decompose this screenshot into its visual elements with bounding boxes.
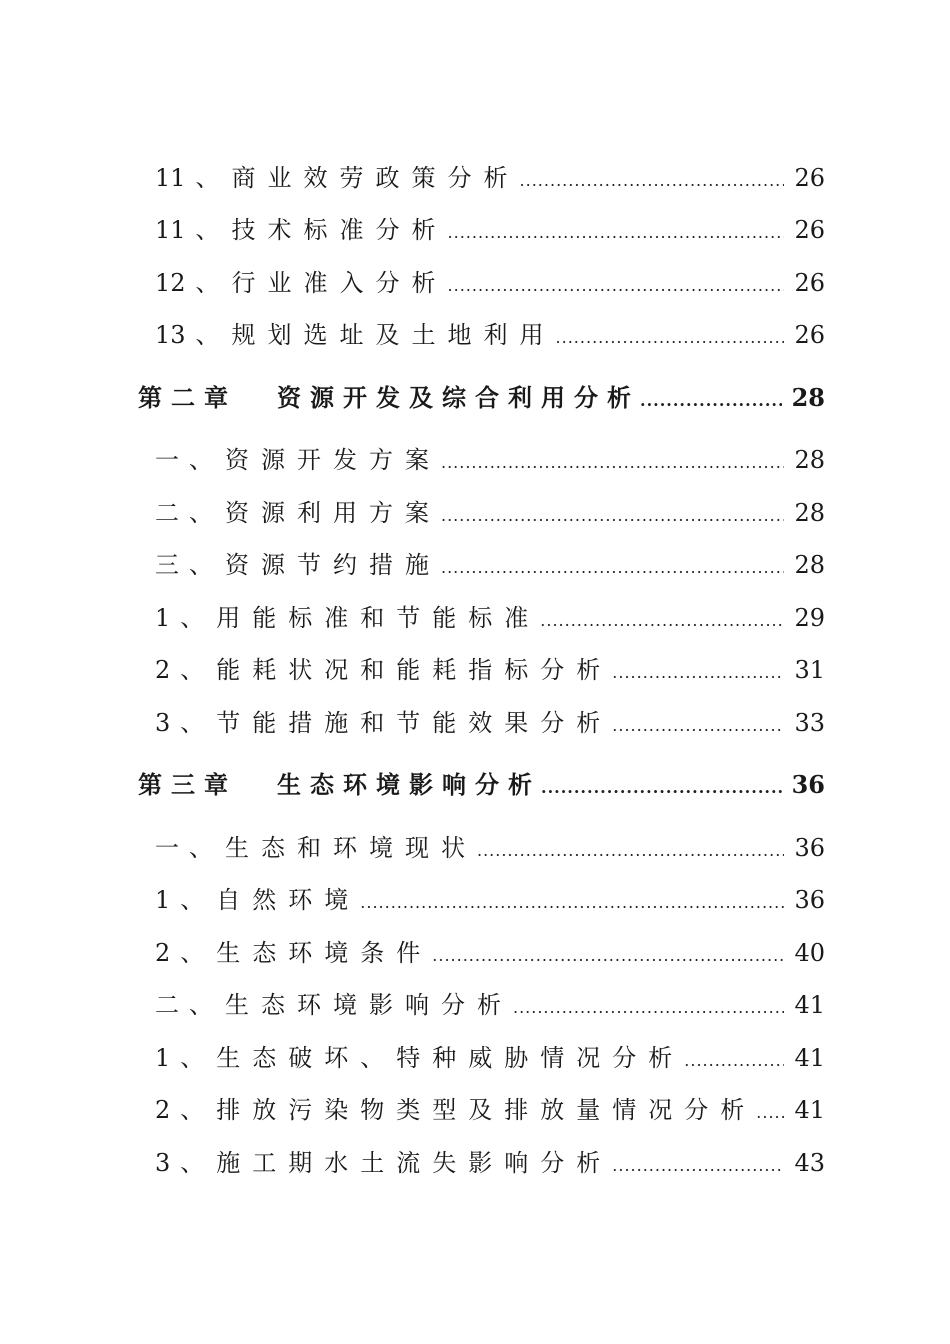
toc-entry-page: 43	[794, 1149, 825, 1177]
toc-entry-separator: 、	[195, 321, 232, 349]
toc-entry-title: 用能标准和节能标准	[216, 604, 541, 632]
toc-chapter-entry[interactable]	[138, 378, 825, 413]
dot-leader	[612, 656, 784, 684]
toc-entry-title: 生态环境条件	[216, 939, 433, 967]
chapter-page: 36	[791, 770, 825, 799]
toc-entry[interactable]	[155, 828, 825, 863]
toc-entry-number: 12	[155, 269, 186, 297]
toc-entry-page: 41	[794, 1044, 825, 1072]
toc-entry-page: 33	[794, 709, 825, 737]
toc-entry-title: 生态破坏、特种威胁情况分析	[216, 1044, 685, 1072]
toc-entry-title: 生态和环境现状	[225, 834, 477, 862]
toc-entry-page: 36	[794, 834, 825, 862]
toc-entry-page: 31	[794, 656, 825, 684]
toc-entry-separator: 、	[180, 886, 217, 914]
chapter-number: 第二章	[138, 383, 237, 412]
toc-entry-separator: 、	[189, 499, 225, 527]
toc-entry-number: 1	[155, 604, 171, 632]
toc-entry-title: 商业效劳政策分析	[231, 164, 520, 192]
toc-entry-title: 自然环境	[216, 886, 361, 914]
dot-leader	[441, 446, 784, 474]
chapter-title: 资源开发及综合利用分析	[277, 383, 640, 412]
toc-entry-number: 二	[155, 499, 179, 527]
toc-entry-title: 资源开发方案	[225, 446, 441, 474]
toc-entry[interactable]	[155, 440, 825, 475]
dot-leader	[432, 939, 784, 967]
toc-entry-number: 二	[155, 991, 179, 1019]
dot-leader	[541, 770, 782, 799]
toc-entry-title: 规划选址及土地利用	[231, 321, 556, 349]
toc-entry[interactable]	[155, 1090, 825, 1125]
dot-leader	[756, 1096, 784, 1124]
toc-entry-separator: 、	[180, 709, 217, 737]
dot-leader	[441, 551, 784, 579]
toc-chapter-entry[interactable]	[138, 765, 825, 800]
toc-entry[interactable]	[155, 650, 825, 685]
toc-entry-page: 28	[794, 446, 825, 474]
toc-entry-separator: 、	[189, 991, 225, 1019]
toc-entry-page: 41	[794, 1096, 825, 1124]
dot-leader	[612, 1149, 784, 1177]
dot-leader	[520, 164, 785, 192]
toc-entry-title: 行业准入分析	[231, 269, 448, 297]
toc-entry-number: 11	[155, 164, 186, 192]
toc-entry-number: 1	[155, 1044, 171, 1072]
toc-entry-page: 26	[794, 321, 825, 349]
toc-entry[interactable]	[155, 703, 825, 738]
toc-entry-separator: 、	[180, 604, 217, 632]
toc-entry-separator: 、	[189, 834, 225, 862]
toc-entry[interactable]	[155, 158, 825, 193]
toc-entry-number: 2	[155, 1096, 171, 1124]
toc-entry-number: 3	[155, 1149, 171, 1177]
toc-entry[interactable]	[155, 1143, 825, 1178]
dot-leader	[612, 709, 784, 737]
toc-entry-title: 生态环境影响分析	[225, 991, 513, 1019]
toc-entry-title: 技术标准分析	[231, 216, 448, 244]
toc-entry-title: 施工期水土流失影响分析	[216, 1149, 613, 1177]
dot-leader	[448, 269, 785, 297]
toc-entry-number: 一	[155, 446, 179, 474]
toc-entry[interactable]	[155, 545, 825, 580]
toc-entry[interactable]	[155, 263, 825, 298]
toc-entry-page: 40	[794, 939, 825, 967]
toc-entry-title: 资源利用方案	[225, 499, 441, 527]
toc-entry-title: 能耗状况和能耗指标分析	[216, 656, 613, 684]
toc-entry-number: 2	[155, 656, 171, 684]
dot-leader	[360, 886, 784, 914]
toc-entry-page: 36	[794, 886, 825, 914]
toc-entry-page: 26	[794, 164, 825, 192]
toc-entry[interactable]	[155, 315, 825, 350]
toc-entry[interactable]	[155, 493, 825, 528]
dot-leader	[556, 321, 785, 349]
dot-leader	[448, 216, 785, 244]
toc-entry[interactable]	[155, 880, 825, 915]
toc-entry-separator: 、	[180, 1044, 217, 1072]
toc-entry-separator: 、	[189, 551, 225, 579]
toc-entry[interactable]	[155, 933, 825, 968]
dot-leader	[540, 604, 784, 632]
toc-entry-number: 3	[155, 709, 171, 737]
toc-entry-separator: 、	[180, 1149, 217, 1177]
toc-entry-page: 28	[794, 499, 825, 527]
chapter-number: 第三章	[138, 770, 237, 799]
dot-leader	[441, 499, 784, 527]
toc-entry-number: 一	[155, 834, 179, 862]
toc-entry[interactable]	[155, 210, 825, 245]
toc-entry-title: 排放污染物类型及排放量情况分析	[216, 1096, 757, 1124]
chapter-title: 生态环境影响分析	[277, 770, 541, 799]
toc-entry-page: 28	[794, 551, 825, 579]
toc-entry-separator: 、	[195, 216, 232, 244]
toc-entry-title: 资源节约措施	[225, 551, 441, 579]
toc-entry-page: 29	[794, 604, 825, 632]
toc-entry-page: 41	[794, 991, 825, 1019]
toc-entry[interactable]	[155, 985, 825, 1020]
toc-entry-title: 节能措施和节能效果分析	[216, 709, 613, 737]
toc-entry-number: 13	[155, 321, 186, 349]
toc-entry-number: 1	[155, 886, 171, 914]
toc-entry-separator: 、	[195, 164, 232, 192]
toc-entry-number: 2	[155, 939, 171, 967]
toc-entry-separator: 、	[195, 269, 232, 297]
toc-entry-page: 26	[794, 216, 825, 244]
dot-leader	[640, 383, 782, 412]
toc-entry-number: 三	[155, 551, 179, 579]
toc-entry-number: 11	[155, 216, 186, 244]
dot-leader	[684, 1044, 784, 1072]
toc-entry[interactable]	[155, 1038, 825, 1073]
chapter-page: 28	[791, 383, 825, 412]
toc-entry-page: 26	[794, 269, 825, 297]
toc-entry-separator: 、	[180, 939, 217, 967]
toc-entry[interactable]	[155, 598, 825, 633]
toc-entry-separator: 、	[180, 1096, 217, 1124]
dot-leader	[513, 991, 784, 1019]
dot-leader	[477, 834, 784, 862]
toc-entry-separator: 、	[189, 446, 225, 474]
toc-entry-separator: 、	[180, 656, 217, 684]
